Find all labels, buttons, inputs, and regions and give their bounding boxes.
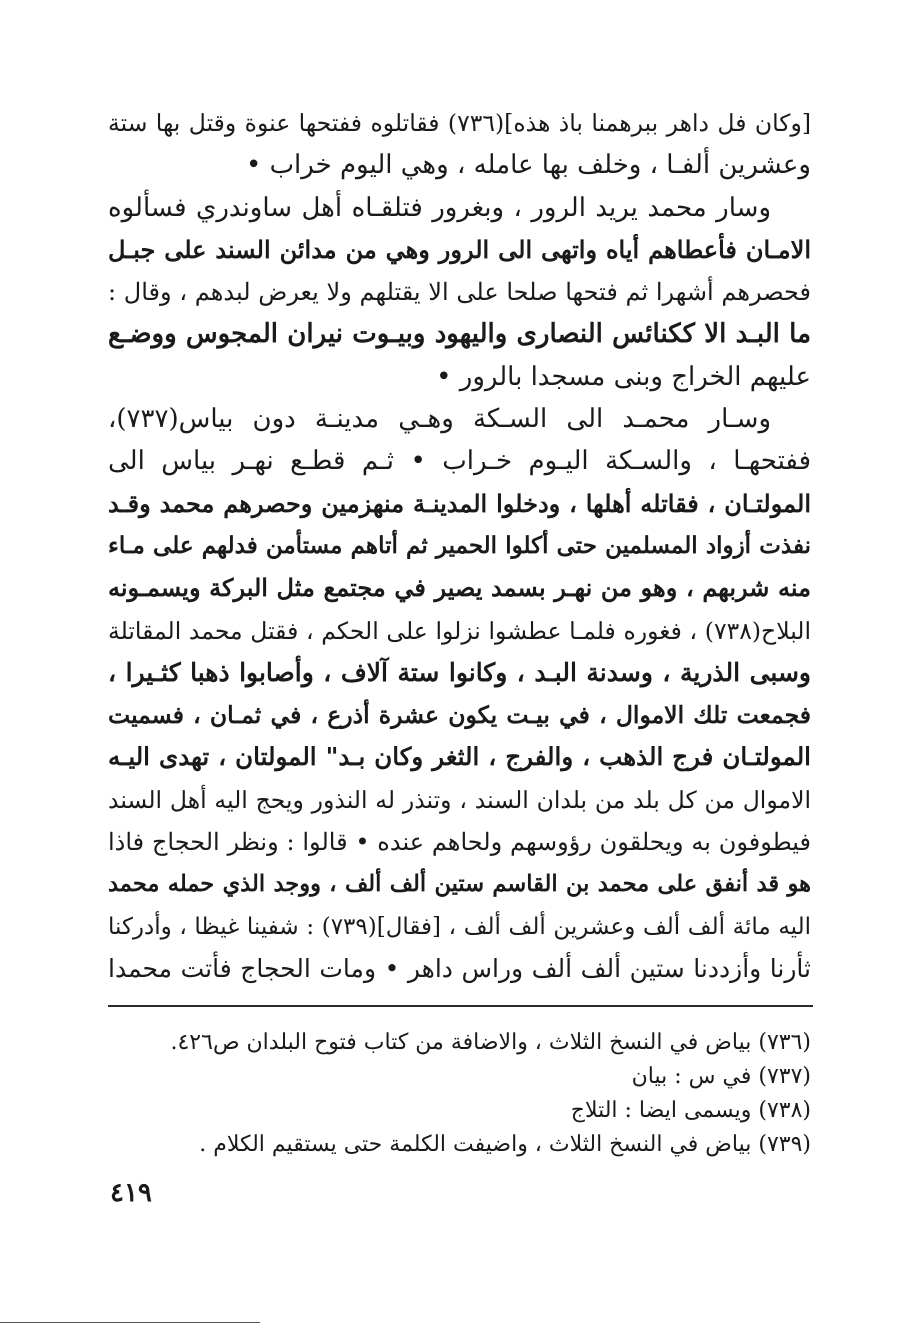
text-line: فجمعت تلك الاموال ، في بيـت يكون عشرة أذرع ، في ثمـان ، فسميت (108, 701, 811, 730)
text-line: وعشرين ألفـا ، وخلف بها عامله ، وهي اليوم خراب • (245, 150, 811, 181)
text-line: الاموال من كل بلد من بلدان السند ، وتنذر له النذور ويحج اليه أهل السند (108, 785, 811, 814)
text-line: وسار محمد يريد الرور ، وبغرور فتلقـاه أهل ساوندري فسألوه (108, 192, 771, 223)
main-text-body (108, 102, 811, 990)
text-line: وسـار محمـد الى السـكة وهـي مدينـة دون بياس(٧٣٧)، (108, 404, 771, 435)
text-line: نفذت أزواد المسلمين حتى أكلوا الحمير ثم أتاهم مستأمن فدلهم على مـاء (108, 531, 811, 559)
text-line: المولتـان فرج الذهب ، والفرج ، الثغر وكان بـد" المولتان ، تهدى اليـه (108, 742, 811, 772)
text-line: الامـان فأعطاهم أياه واتهى الى الرور وهي من مدائن السند على جبـل (108, 234, 811, 264)
text-line: اليه مائة ألف ألف وعشرين ألف ألف ، [فقال](٧٣٩) : شفينا غيظا ، وأدركنا (108, 913, 811, 940)
footnote-divider (108, 1005, 813, 1007)
footnotes (108, 1026, 811, 1162)
bottom-edge-rule (0, 1322, 260, 1323)
text-line: ما البـد الا ككنائس النصارى واليهود وبيـوت نيران المجوس ووضـع (108, 319, 811, 350)
text-line: عليهم الخراج وبنى مسجدا بالرور • (436, 361, 811, 392)
text-line: فحصرهم أشهرا ثم فتحها صلحا على الا يقتلهم ولا يعرض لبدهم ، وقال : (108, 278, 811, 307)
footnote: (٧٣٦) بياض في النسخ الثلاث ، والاضافة من كتاب فتوح البلدان ص٤٢٦. (170, 1030, 811, 1055)
text-line: وسبى الذرية ، وسدنة البـد ، وكانوا ستة آلاف ، وأصابوا ذهبا كثـيرا ، (108, 657, 811, 687)
footnote: (٧٣٧) في س : بيان (631, 1064, 811, 1089)
text-line: المولتـان ، فقاتله أهلها ، ودخلوا المدينـة منهزمين وحصرهم محمد وقـد (108, 488, 811, 518)
text-line: ففتحهـا ، والسـكة اليـوم خـراب • ثـم قطـع نهـر بياس الى (108, 446, 811, 477)
text-line: فيطوفون به ويحلقون رؤوسهم ولحاهم عنده • قالوا : ونظر الحجاج فاذا (108, 828, 811, 857)
text-line: البلاح(٧٣٨) ، فغوره فلمـا عطشوا نزلوا على الحكم ، فقتل محمد المقاتلة (108, 616, 811, 645)
text-line: منه شربهم ، وهو من نهـر بسمد يصير في مجتمع مثل البركة ويسمـونه (108, 573, 811, 603)
text-line: ثأرنا وأزددنا ستين ألف ألف وراس داهر • ومات الحجاج فأتت محمدا (108, 953, 811, 983)
text-line: [وكان فل داهر ببرهمنا باذ هذه](٧٣٦) فقاتلوه ففتحها عنوة وقتل بها ستة (108, 109, 811, 137)
footnote: (٧٣٩) بياض في النسخ الثلاث ، واضيفت الكلمة حتى يستقيم الكلام . (199, 1132, 811, 1157)
text-line: هو قد أنفق على محمد بن القاسم ستين ألف ألف ، ووجد الذي حمله محمد (108, 871, 811, 898)
footnote: (٧٣٨) ويسمى ايضا : التلاج (570, 1098, 811, 1123)
page-number: ٤١٩ (110, 1178, 152, 1208)
